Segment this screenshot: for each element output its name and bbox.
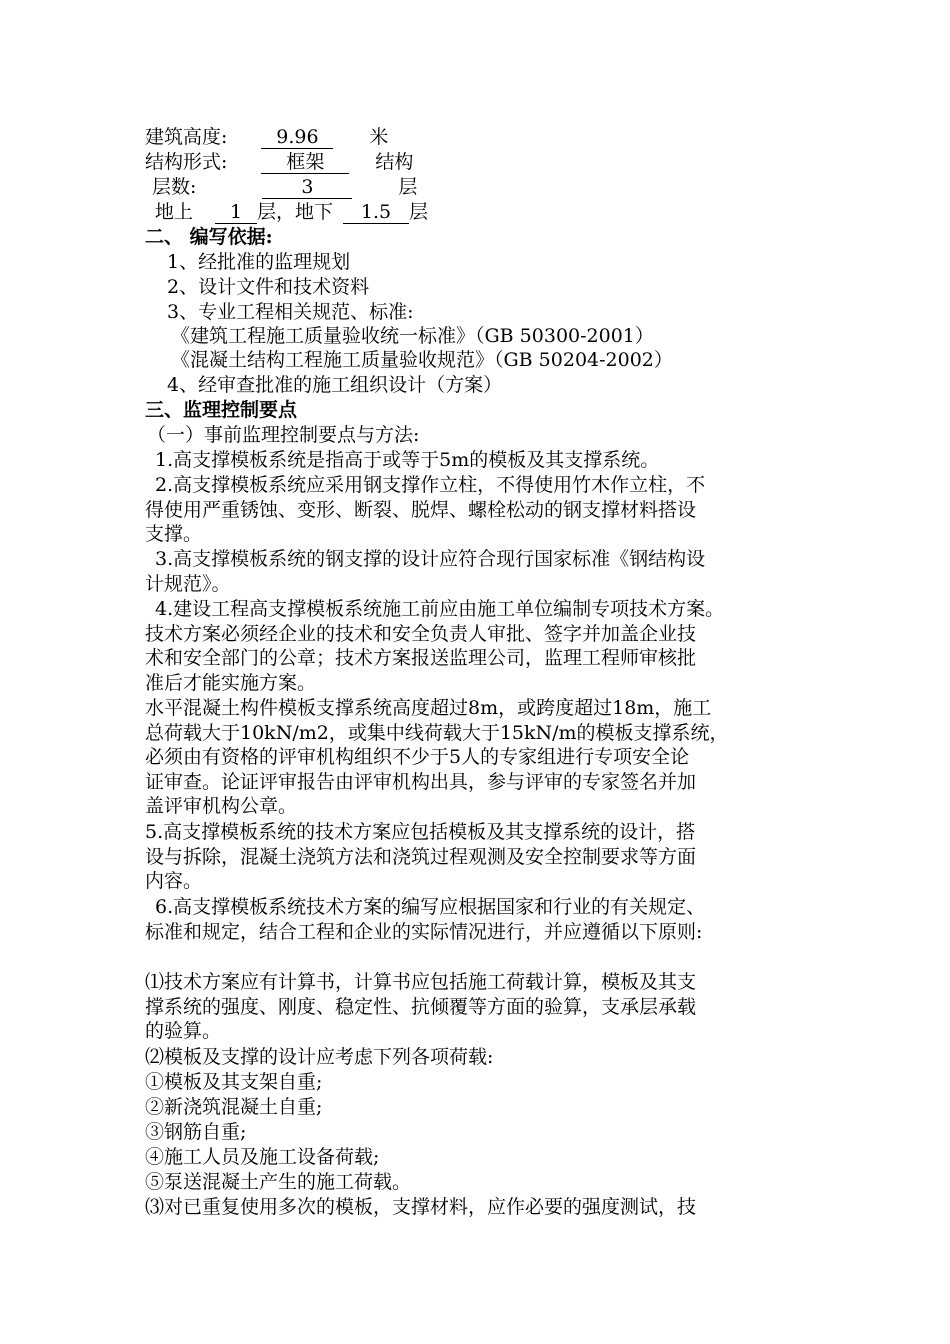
paragraph-6-line: 标准和规定，结合工程和企业的实际情况进行，并应遵循以下原则: (145, 920, 703, 943)
basis-standard-2: 《混凝土结构工程施工质量验收规范》（GB 50204-2002） (171, 349, 673, 371)
rule-1-line: 撑系统的强度、刚度、稳定性、抗倾覆等方面的验算，支承层承载 (145, 995, 697, 1018)
paragraph-5-line: 内容。 (145, 870, 203, 893)
load-item: ⑤泵送混凝土产生的施工荷载。 (145, 1171, 412, 1193)
section-2-heading: 二、 编写依据: (145, 226, 273, 248)
paragraph-3-line: 3.高支撑模板系统的钢支撑的设计应符合现行国家标准《钢结构设 (155, 548, 706, 570)
structure-type-line (145, 150, 413, 174)
paragraph-5-line: 设与拆除，混凝土浇筑方法和浇筑过程观测及安全控制要求等方面 (145, 845, 697, 868)
above-ground-value: 1 (215, 201, 257, 224)
paragraph-3 (145, 547, 815, 596)
section-3-heading: 三、监理控制要点 (145, 399, 298, 421)
load-item: ①模板及其支架自重; (145, 1071, 323, 1093)
paragraph-1: 1.高支撑模板系统是指高于或等于5m的模板及其支撑系统。 (155, 449, 660, 471)
basis-item-3: 3、专业工程相关规范、标准: (167, 301, 414, 323)
basis-item-2: 2、设计文件和技术资料 (167, 276, 370, 298)
paragraph-2-line: 得使用严重锈蚀、变形、断裂、脱焊、螺栓松动的钢支撑材料搭设 (145, 498, 697, 521)
building-height-label: 建筑高度: (145, 126, 228, 148)
structure-type-label: 结构形式: (145, 151, 228, 173)
paragraph-2-line: 支撑。 (145, 523, 203, 546)
floors-line (152, 175, 417, 199)
paragraph-5-line: 5.高支撑模板系统的技术方案应包括模板及其支撑系统的设计，搭 (145, 821, 696, 843)
basis-item-4: 4、经审查批准的施工组织设计（方案） (167, 374, 503, 396)
above-below-mid: 层，地下 (257, 201, 334, 223)
paragraph-2 (145, 473, 815, 547)
floors-label: 层数: (152, 176, 197, 198)
paragraph-4b (145, 696, 815, 819)
paragraph-4-line: 技术方案必须经企业的技术和安全负责人审批、签字并加盖企业技 (145, 622, 697, 645)
paragraph-4b-line: 总荷载大于10kN/m2，或集中线荷载大于15kN/m的模板支撑系统， (145, 721, 729, 744)
paragraph-4-line: 准后才能实施方案。 (145, 671, 317, 694)
below-ground-value: 1.5 (343, 201, 409, 224)
paragraph-4-line: 4.建设工程高支撑模板系统施工前应由施工单位编制专项技术方案。 (155, 598, 725, 620)
basis-standard-1: 《建筑工程施工质量验收统一标准》（GB 50300-2001） (171, 325, 654, 347)
paragraph-4b-line: 盖评审机构公章。 (145, 795, 298, 818)
structure-type-unit: 结构 (375, 151, 414, 173)
structure-type-value: 框架 (261, 151, 349, 174)
rule-1-line: ⑴技术方案应有计算书，计算书应包括施工荷载计算，模板及其支 (145, 971, 697, 993)
building-height-value: 9.96 (261, 126, 333, 149)
load-item: ②新浇筑混凝土自重; (145, 1096, 323, 1118)
rule-1 (145, 970, 815, 1044)
rule-1-line: 的验算。 (145, 1020, 222, 1043)
load-item: ④施工人员及施工设备荷载; (145, 1146, 380, 1168)
above-ground-label: 地上 (155, 201, 194, 223)
paragraph-6 (145, 895, 815, 944)
paragraph-3-line: 计规范》。 (145, 572, 231, 595)
above-below-line (155, 200, 428, 224)
paragraph-4-line: 术和安全部门的公章；技术方案报送监理公司，监理工程师审核批 (145, 647, 697, 670)
subsection-1-heading: （一）事前监理控制要点与方法: (147, 424, 420, 446)
rule-3: ⑶对已重复使用多次的模板，支撑材料，应作必要的强度测试，技 (145, 1196, 697, 1218)
paragraph-4b-line: 水平混凝土构件模板支撑系统高度超过8m，或跨度超过18m，施工 (145, 697, 712, 719)
building-height-unit: 米 (369, 126, 389, 148)
rule-2: ⑵模板及支撑的设计应考虑下列各项荷载: (145, 1046, 494, 1068)
paragraph-4b-line: 证审查。论证评审报告由评审机构出具，参与评审的专家签名并加 (145, 770, 697, 793)
building-height-line (145, 125, 388, 149)
load-item: ③钢筋自重; (145, 1121, 247, 1143)
paragraph-5 (145, 820, 815, 894)
paragraph-4b-line: 必须由有资格的评审机构组织不少于5人的专家组进行专项安全论 (145, 746, 690, 769)
paragraph-4 (145, 597, 815, 695)
paragraph-6-line: 6.高支撑模板系统技术方案的编写应根据国家和行业的有关规定、 (155, 896, 706, 918)
below-ground-unit: 层 (409, 201, 429, 223)
floors-unit: 层 (398, 176, 418, 198)
basis-item-1: 1、经批准的监理规划 (167, 251, 351, 273)
floors-value: 3 (262, 176, 352, 199)
paragraph-2-line: 2.高支撑模板系统应采用钢支撑作立柱，不得使用竹木作立柱，不 (155, 474, 706, 496)
